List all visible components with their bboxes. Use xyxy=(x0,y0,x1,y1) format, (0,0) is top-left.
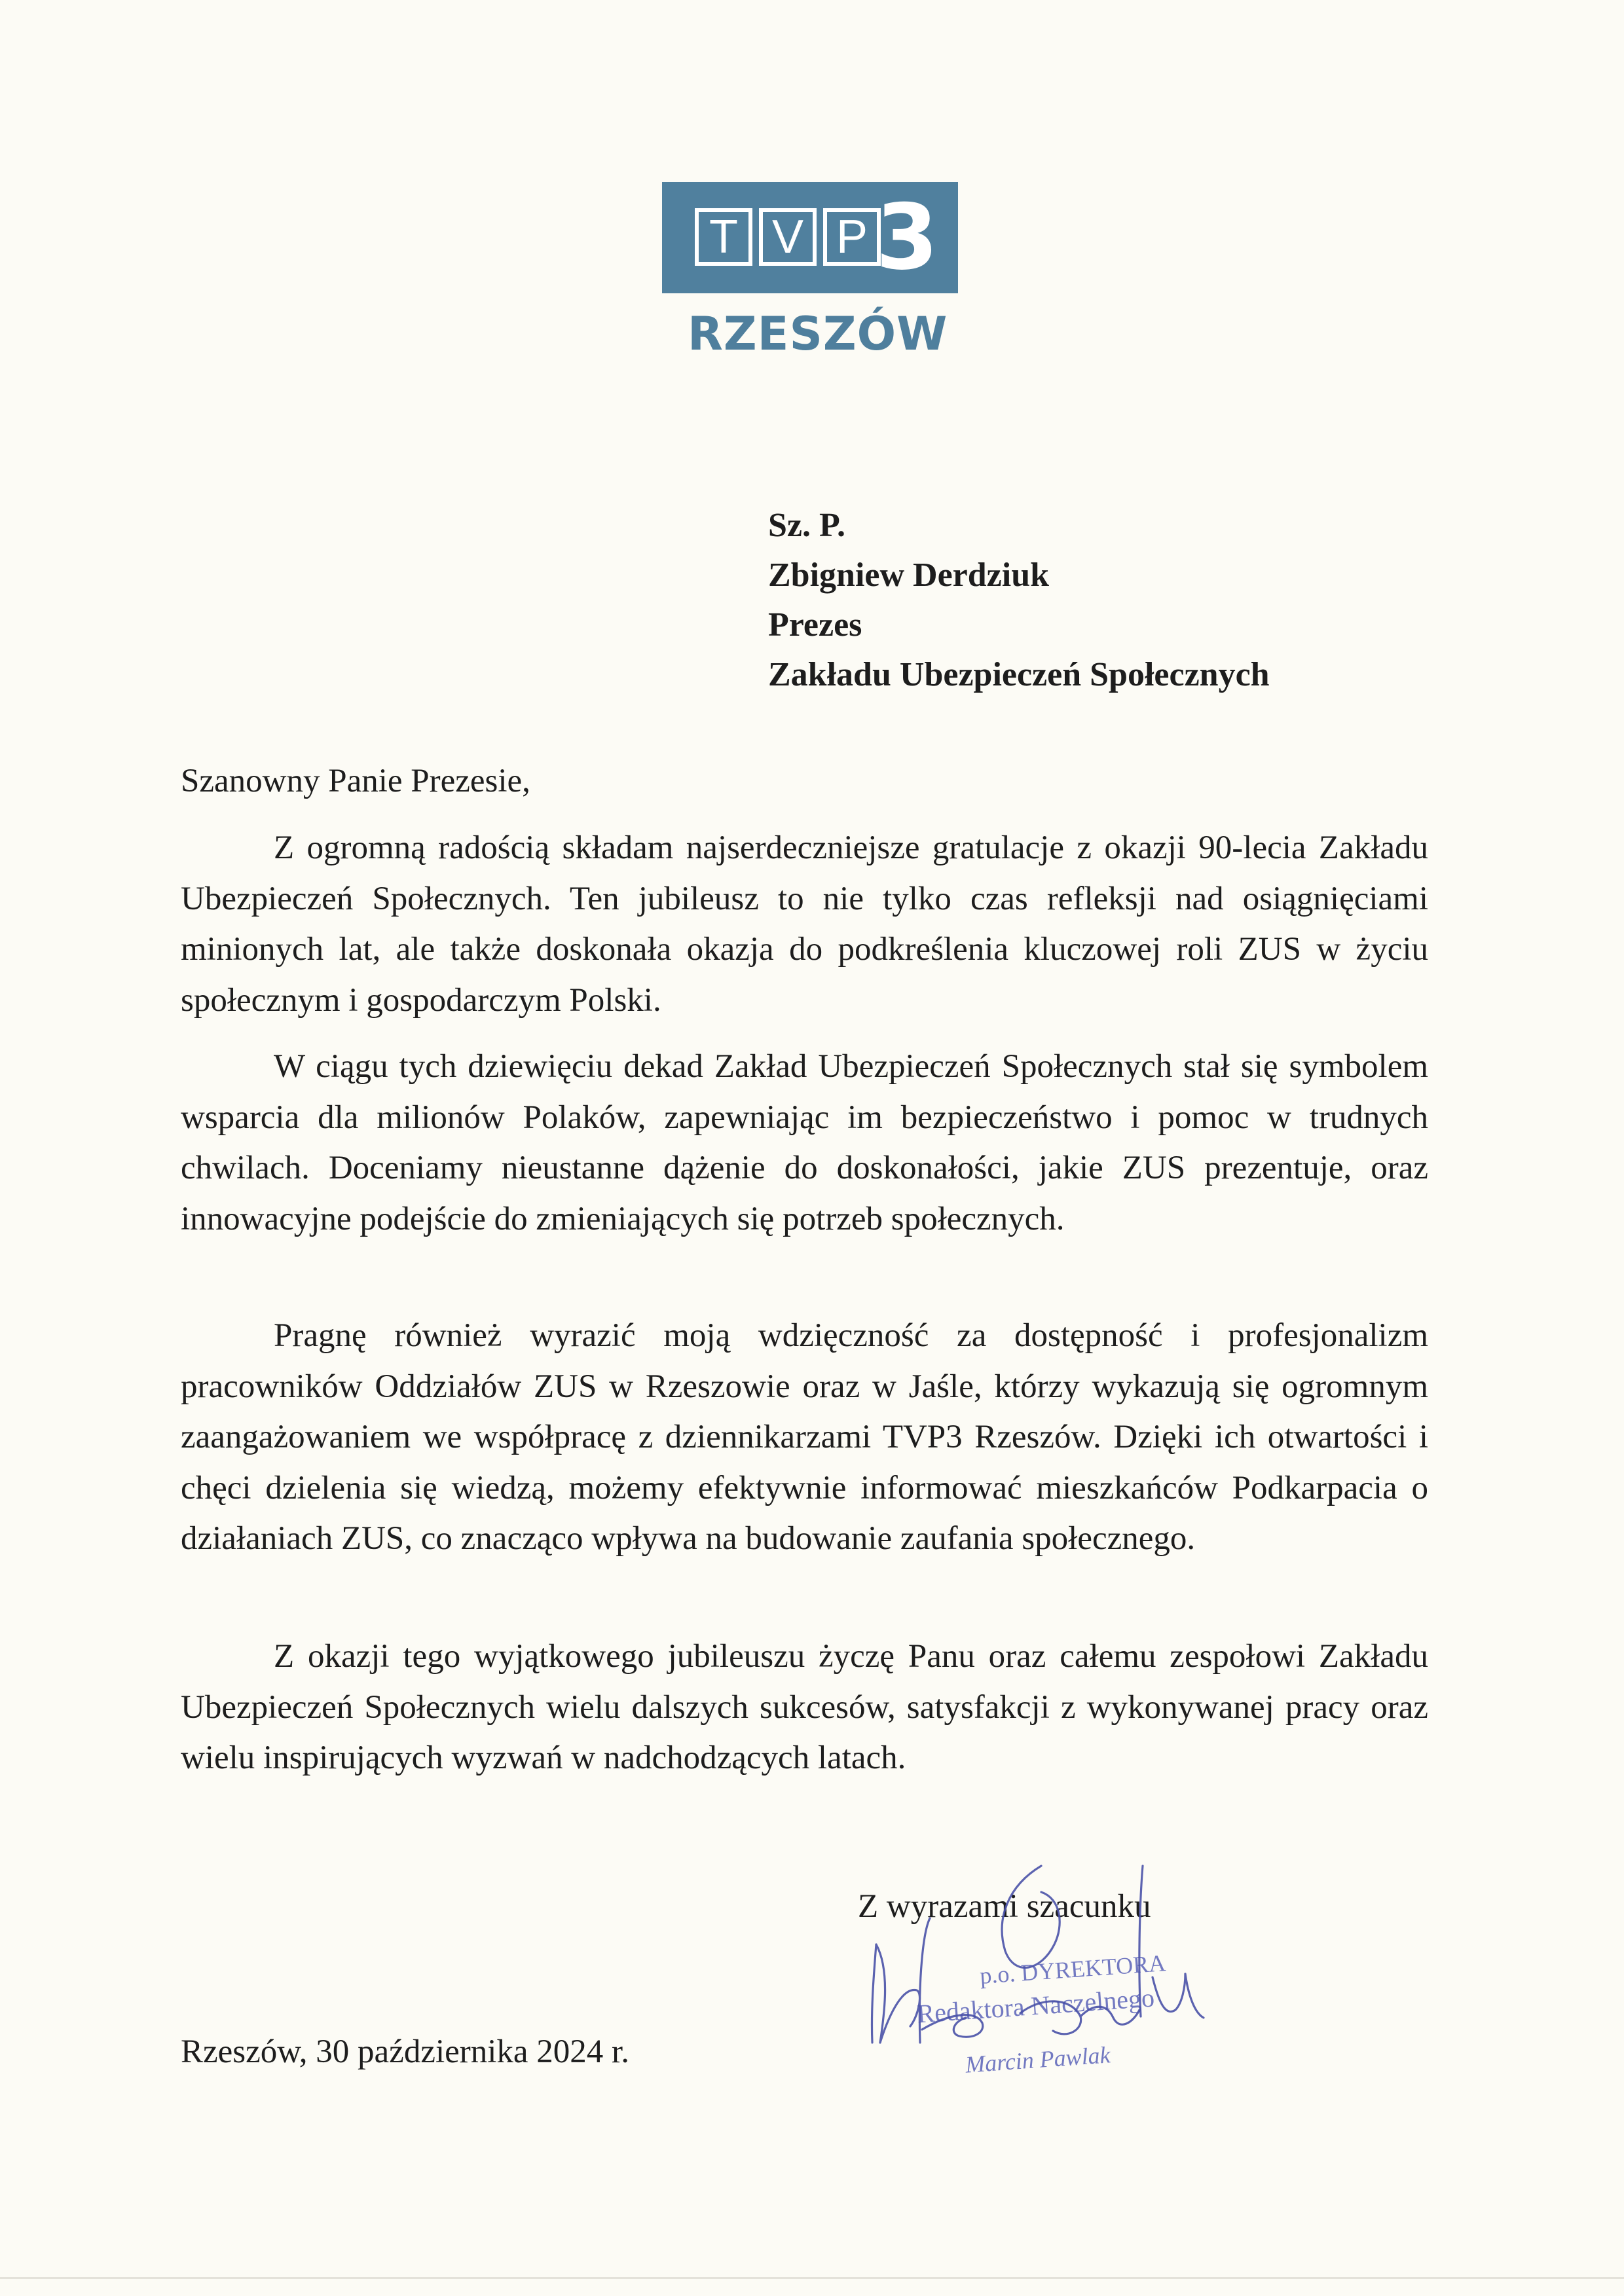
logo-letter-v: V xyxy=(759,208,817,266)
stamp-title: p.o. DYREKTORA xyxy=(978,1950,1167,1989)
logo-letter-t: T xyxy=(695,208,752,266)
addressee-name: Zbigniew Derdziuk xyxy=(768,556,1050,594)
scan-edge-line xyxy=(0,2277,1624,2279)
addressee-institution: Zakładu Ubezpieczeń Społecznych xyxy=(768,656,1270,693)
handwritten-signature xyxy=(845,1846,1211,2082)
closing-phrase: Z wyrazami szacunku xyxy=(858,1888,1151,1925)
body-paragraph-2: W ciągu tych dziewięciu dekad Zakład Ubezpieczeń Społecznych stał się symbolem wsparcia dla milionów Polaków, zapewniając im bezpieczeństwo i pomoc w trudnych chwilach. Doceniamy nieustanne dążenie do doskonałości, jakie ZUS prezentuje, oraz innowacyjne podejście do zmieniających się potrzeb społecznych. xyxy=(181,1048,1428,1237)
logo-city: RZESZÓW xyxy=(688,307,948,361)
addressee-honorific: Sz. P. xyxy=(768,507,845,544)
logo-digit: 3 xyxy=(876,185,939,290)
place-and-date: Rzeszów, 30 października 2024 r. xyxy=(181,2033,629,2070)
logo-letter-p: P xyxy=(823,208,881,266)
body-paragraph-3: Pragnę również wyrazić moją wdzięczność za dostępność i profesjonalizm pracowników Oddziałów ZUS w Rzeszowie oraz w Jaśle, którzy wykazują się ogromnym zaangażowaniem we współpracę z dziennikarzami TVP3 Rzeszów. Dzięki ich otwartości i chęci dzielenia się wiedzą, możemy efektywnie informować mieszkańców Podkarpacia o działaniach ZUS, co znacząco wpływa na budowanie zaufania społecznego. xyxy=(181,1317,1428,1557)
addressee-block xyxy=(768,501,1270,700)
body-paragraph-1: Z ogromną radością składam najserdeczniejsze gratulacje z okazji 90-lecia Zakładu Ubezpieczeń Społecznych. Ten jubileusz to nie tylko czas refleksji nad osiągnięciami minionych lat, ale także doskonała okazja do podkreślenia kluczowej roli ZUS w życiu społecznym i gospodarczym Polski. xyxy=(181,829,1428,1019)
tvp-letter-boxes xyxy=(695,208,887,266)
tvp3-logo xyxy=(662,182,958,293)
addressee-position: Prezes xyxy=(768,606,862,644)
stamp-name: Marcin Pawlak xyxy=(964,2041,1111,2078)
body-paragraph-4: Z okazji tego wyjątkowego jubileuszu życzę Panu oraz całemu zespołowi Zakładu Ubezpieczeń Społecznych wielu dalszych sukcesów, satysfakcji z wykonywanej pracy oraz wielu inspirujących wyzwań w nadchodzących latach. xyxy=(181,1638,1428,1776)
salutation: Szanowny Panie Prezesie, xyxy=(181,763,530,799)
stamp-role: Redaktora Naczelnego xyxy=(915,1982,1156,2029)
